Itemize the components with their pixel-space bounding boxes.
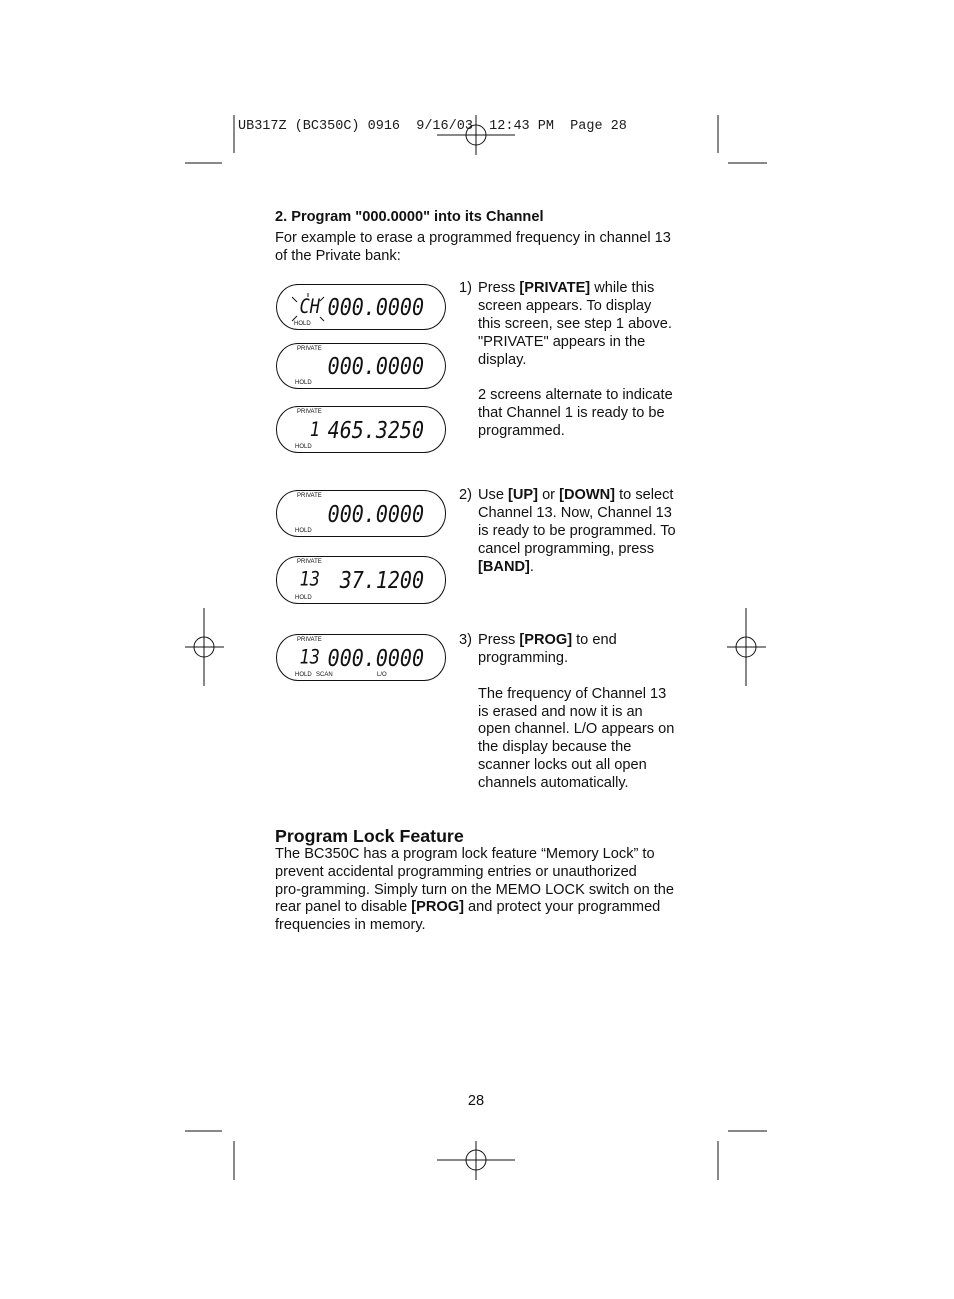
- text-line: [478, 387, 673, 405]
- step-number: 3): [459, 632, 472, 648]
- text-run: .: [529, 558, 534, 575]
- lcd-hold-indicator: HOLD: [295, 671, 312, 678]
- lcd-channel: 1: [309, 418, 320, 441]
- page-number: 28: [467, 1093, 485, 1109]
- registration-circle: [736, 637, 756, 657]
- text-line: [478, 775, 674, 793]
- lcd-hold-indicator: HOLD: [295, 527, 312, 534]
- step-paragraph: [478, 686, 674, 793]
- lcd-bank-label: PRIVATE: [297, 409, 322, 415]
- text-run: programming.: [478, 649, 569, 666]
- text-line: [275, 917, 674, 935]
- text-run: cancel programming, press: [478, 540, 655, 557]
- text-line: [478, 423, 673, 441]
- lcd-bank-label: PRIVATE: [297, 493, 322, 499]
- text-line: [478, 739, 674, 757]
- lcd-scan-indicator: SCAN: [316, 671, 333, 678]
- text-run: "PRIVATE" appears in the: [478, 333, 646, 350]
- lcd-channel: CH: [299, 295, 320, 319]
- section-heading: 2. Program "000.0000" into its Channel: [275, 209, 544, 225]
- text-run: 2 screens alternate to indicate: [478, 387, 673, 404]
- registration-mark-right-icon: [727, 608, 766, 686]
- text-run: to select: [615, 487, 674, 503]
- text-line: [478, 757, 674, 775]
- text-line: [275, 882, 674, 900]
- step-instructions: [478, 632, 674, 793]
- text-line: For example to erase a programmed frequency in channel 13: [275, 230, 671, 246]
- text-run: Channel 13. Now, Channel 13: [478, 504, 672, 521]
- step-paragraph: [478, 487, 676, 576]
- lock-feature-text: [275, 846, 674, 935]
- step-paragraph: [478, 280, 673, 369]
- step-paragraph: [478, 632, 674, 668]
- text-run: Use: [478, 487, 509, 503]
- lcd-bank-label: PRIVATE: [297, 637, 322, 643]
- text-run: channels automatically.: [478, 775, 629, 792]
- lcd-frequency: 000.0000: [327, 643, 424, 672]
- text-line: [478, 632, 674, 650]
- intro-text: [275, 230, 671, 266]
- text-line: [275, 846, 674, 864]
- text-run: this screen, see step 1 above.: [478, 315, 672, 332]
- text-line: [478, 487, 676, 505]
- lock-feature-heading: Program Lock Feature: [275, 826, 464, 846]
- lcd-frequency: 000.0000: [327, 293, 424, 321]
- text-line: [478, 280, 673, 298]
- lcd-bank-label: PRIVATE: [297, 559, 322, 565]
- text-line: [478, 541, 676, 559]
- registration-mark-left-icon: [185, 608, 224, 686]
- lcd-display-1: [276, 284, 446, 330]
- key-name: [UP]: [508, 487, 539, 503]
- text-run: or: [538, 487, 560, 503]
- lcd-lockout-indicator: L/O: [377, 671, 387, 678]
- text-run: prevent accidental programming entries or unauthorized: [275, 863, 637, 880]
- lcd-channel: 13: [299, 568, 320, 592]
- text-run: rear panel to disable: [275, 899, 412, 916]
- lcd-channel: 13: [299, 646, 320, 669]
- key-name: [DOWN]: [559, 487, 616, 503]
- text-run: to end: [572, 632, 617, 648]
- flash-tick: [320, 317, 324, 321]
- text-run: the display because the: [478, 739, 632, 756]
- text-run: open channel. L/O appears on: [478, 721, 675, 738]
- text-line: [478, 686, 674, 704]
- text-line: [478, 298, 673, 316]
- crop-mark-top-right: [718, 115, 767, 163]
- text-line: [478, 505, 676, 523]
- lcd-display-2: [276, 343, 446, 389]
- lcd-hold-indicator: HOLD: [295, 379, 312, 386]
- text-run: scanner locks out all open: [478, 757, 647, 774]
- text-line: [478, 334, 673, 352]
- lcd-hold-indicator: HOLD: [294, 320, 311, 327]
- text-run: is erased and now it is an: [478, 703, 643, 720]
- step-instructions: [478, 280, 673, 441]
- text-line: [478, 559, 676, 577]
- text-line: [478, 316, 673, 334]
- text-run: programmed.: [478, 423, 565, 440]
- text-line: [478, 650, 674, 668]
- text-run: frequencies in memory.: [275, 917, 426, 934]
- text-line: [275, 864, 674, 882]
- step-instructions: [478, 487, 676, 576]
- print-slug: UB317Z (BC350C) 0916 9/16/03 12:43 PM Page 28: [238, 119, 627, 134]
- lcd-hold-indicator: HOLD: [295, 443, 312, 450]
- text-run: that Channel 1 is ready to be: [478, 405, 665, 422]
- text-run: display.: [478, 351, 527, 368]
- text-run: is ready to be programmed. To: [478, 522, 676, 539]
- lcd-hold-indicator: HOLD: [295, 594, 312, 601]
- lcd-frequency: 000.0000: [327, 352, 424, 380]
- crop-mark-top-left: [185, 115, 234, 163]
- registration-circle: [466, 1150, 486, 1170]
- text-run: pro-gramming. Simply turn on the MEMO LOCK switch on the: [275, 881, 675, 898]
- lcd-display-6: [276, 634, 446, 681]
- text-line: [478, 704, 674, 722]
- text-run: The BC350C has a program lock feature “Memory Lock” to: [275, 846, 655, 862]
- text-line: [478, 523, 676, 541]
- lcd-bank-label: PRIVATE: [297, 346, 322, 352]
- text-line: [478, 721, 674, 739]
- registration-mark-bottom-icon: [437, 1141, 515, 1180]
- lcd-display-5: [276, 556, 446, 604]
- lcd-frequency: 37.1200: [339, 566, 424, 594]
- text-run: and protect your programmed: [464, 899, 661, 916]
- lcd-display-3: [276, 406, 446, 453]
- text-run: Press: [478, 632, 520, 648]
- text-line: [275, 899, 674, 917]
- step-number: 2): [459, 487, 472, 503]
- lcd-frequency: 000.0000: [327, 499, 424, 528]
- text-line: [478, 405, 673, 423]
- lcd-frequency: 465.3250: [327, 415, 424, 444]
- registration-circle: [194, 637, 214, 657]
- flash-tick: [320, 297, 324, 301]
- text-run: Press: [478, 280, 520, 296]
- key-name: [PRIVATE]: [519, 280, 591, 296]
- step-paragraph: [478, 387, 673, 441]
- text-line: of the Private bank:: [275, 248, 401, 264]
- text-run: The frequency of Channel 13: [478, 685, 667, 702]
- text-run: while this: [590, 280, 655, 296]
- key-name: [PROG]: [411, 899, 464, 916]
- step-number: 1): [459, 280, 472, 296]
- crop-mark-bottom-left: [185, 1131, 234, 1180]
- key-name: [PROG]: [519, 632, 573, 648]
- text-line: [478, 352, 673, 370]
- key-name: [BAND]: [478, 558, 530, 575]
- crop-mark-bottom-right: [718, 1131, 767, 1180]
- lcd-display-4: [276, 490, 446, 537]
- text-run: screen appears. To display: [478, 297, 652, 314]
